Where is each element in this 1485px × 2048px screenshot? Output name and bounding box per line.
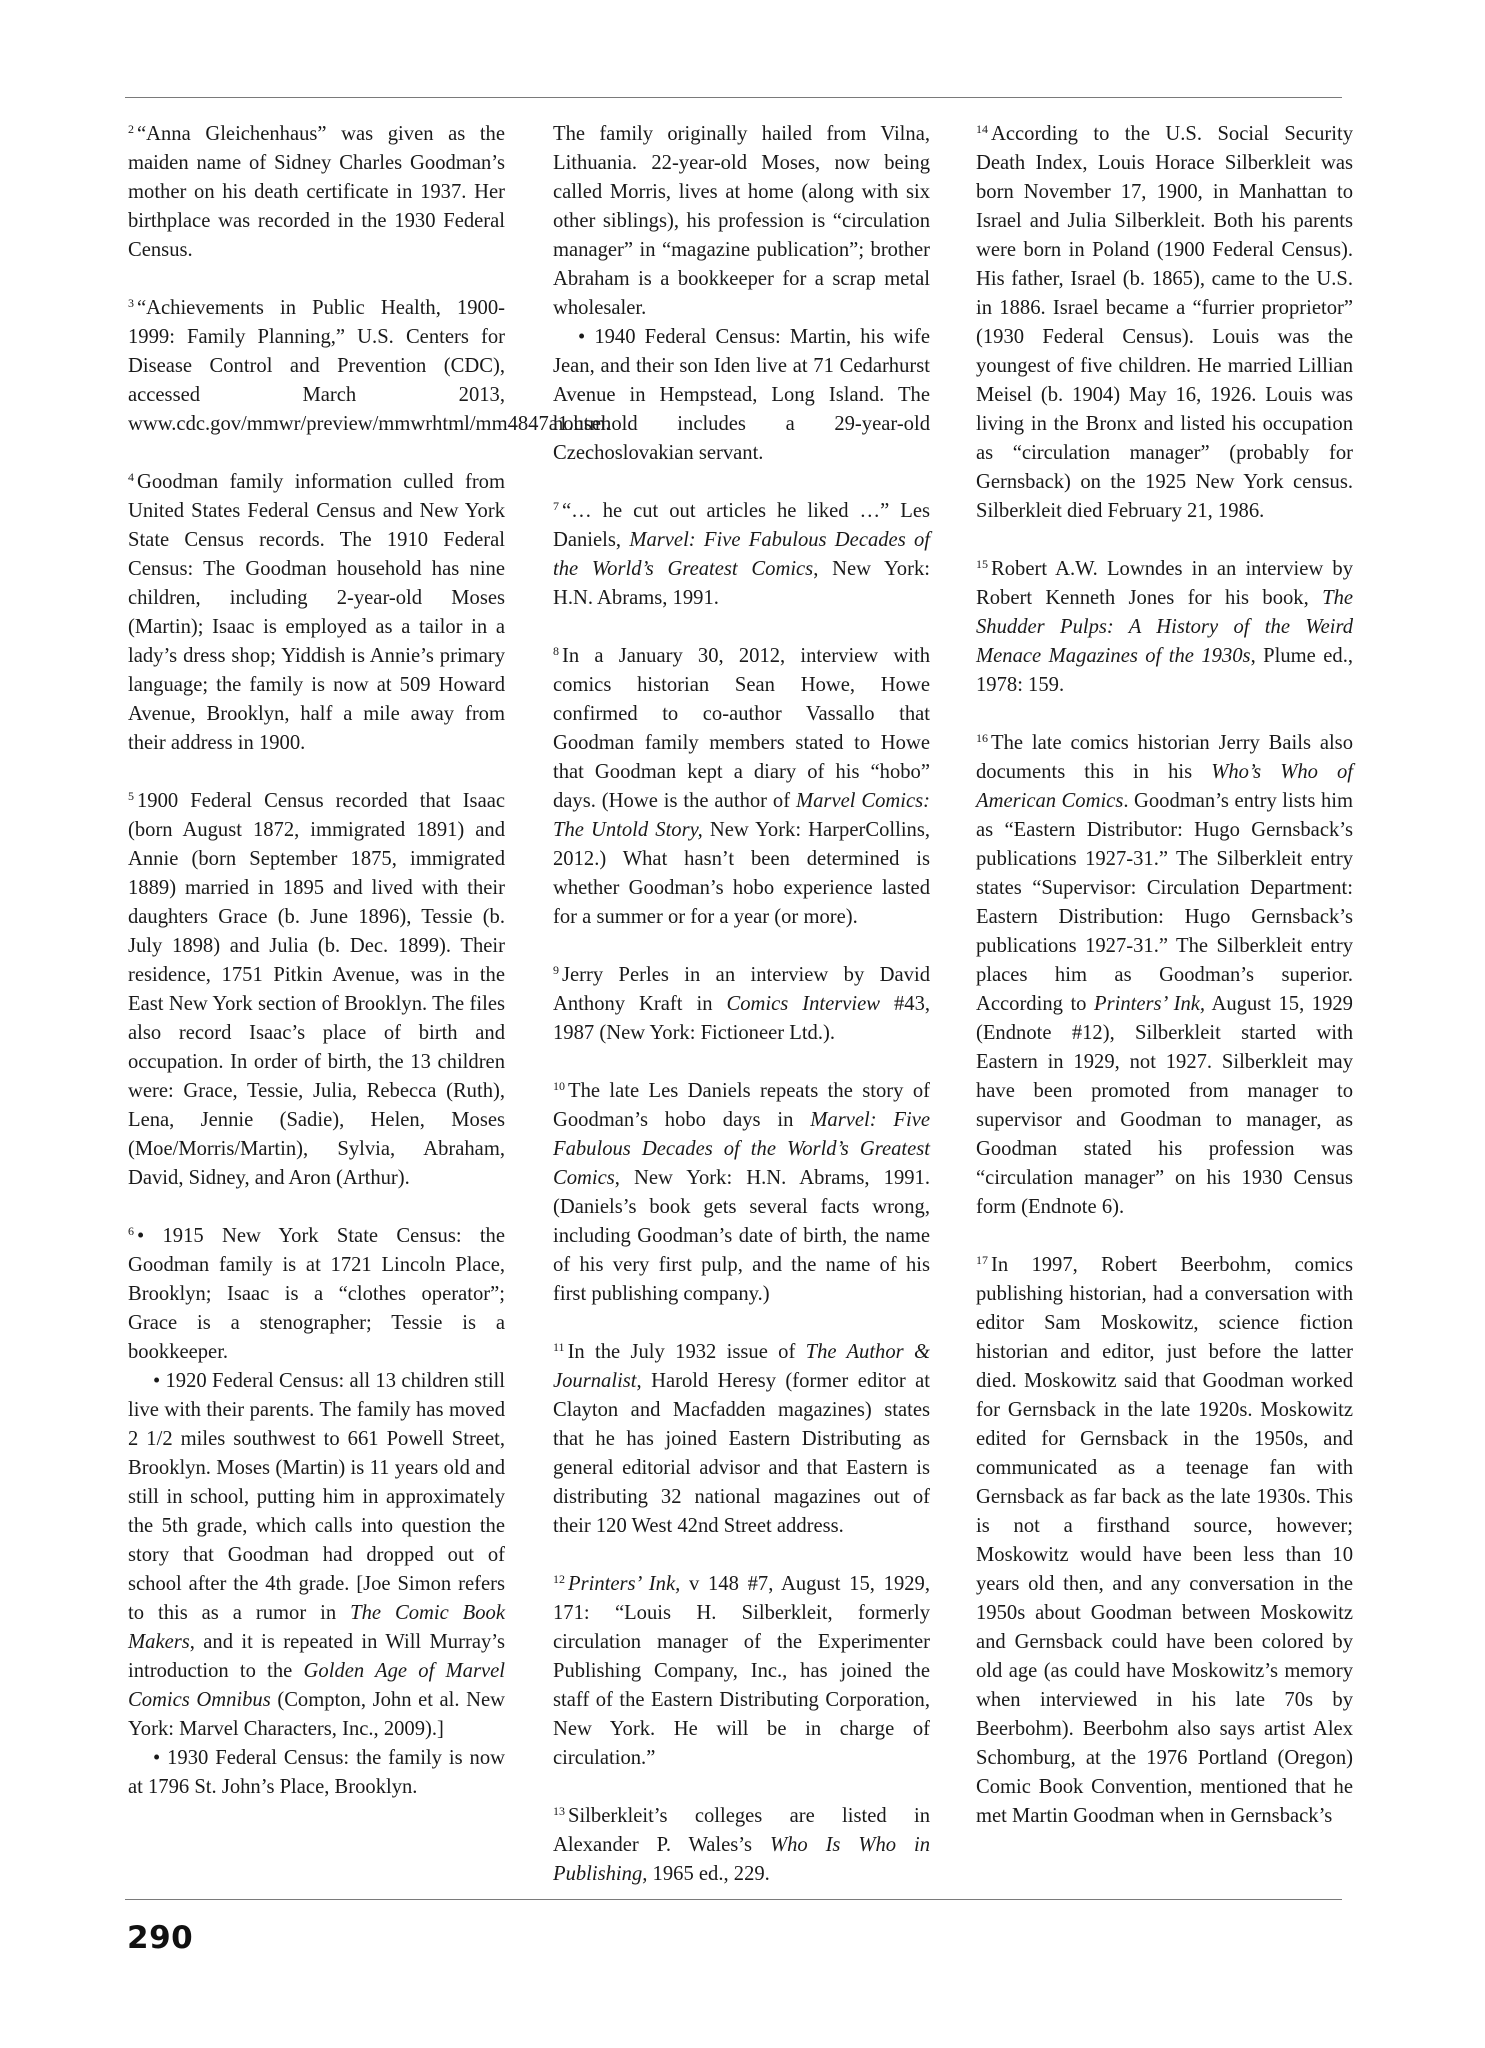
endnote-number: 5 (128, 789, 134, 803)
italic-title: The Author & Journalist (553, 1341, 930, 1392)
endnote-number: 4 (128, 470, 134, 484)
endnote-paragraph (553, 1570, 930, 1773)
endnote-paragraph (976, 1251, 1353, 1831)
text-run: 1900 Federal Census recorded that Isaac (born August 1872, immigrated 1891) and Annie (born September 1875, immigrated 1889) married in 1895 and lived with their daughters Grace (b. June 1896), Tessie (b. July 1898) and Julia (b. Dec. 1899). Their residence, 1751 Pitkin Avenue, was in the East New York section of Brooklyn. The files also record Isaac’s place of birth and occupation. In order of birth, the 13 children were: Grace, Tessie, Julia, Rebecca (Ruth), Lena, Jennie (Sadie), Helen, Moses (Moe/Morris/Martin), Sylvia, Abraham, David, Sidney, and Aron (Arthur). (128, 790, 505, 1189)
text-run: “… he cut out articles he liked …” Les Daniels, (553, 500, 930, 551)
endnote-10 (553, 1077, 930, 1309)
endnote-8 (553, 642, 930, 932)
italic-title: Comics Interview (726, 993, 880, 1015)
endnote-paragraph (553, 1802, 930, 1889)
text-run: New York: HarperCollins, 2012.) What hasn’t been determined is whether Goodman’s hobo experience lasted for a summer or for a year (or more). (553, 819, 930, 928)
text-run: • 1920 Federal Census: all 13 children still live with their parents. The family has moved 2 1/2 miles southwest to 661 Powell Street, Brooklyn. Moses (Martin) is 11 years old and still in school, putting him in approximately the 5th grade, which calls into question the story that Goodman had dropped out of school after the 4th grade. [Joe Simon refers to this as a rumor in (128, 1370, 505, 1624)
italic-title: Marvel: Five Fabulous Decades of the World’s Greatest Comics (553, 1109, 930, 1189)
text-run: . Goodman’s entry lists him as “Eastern Distributor: Hugo Gernsback’s publications 1927-31.” The Silberkleit entry states “Supervisor: Circulation Department: Eastern Distribution: Hugo Gernsback’s publications 1927-31.” The Silberkleit entry places him as Goodman’s superior. According to (976, 790, 1353, 1015)
endnote-number: 16 (976, 731, 988, 745)
endnote-paragraph (553, 1338, 930, 1541)
endnote-number: 14 (976, 122, 988, 136)
endnote-number: 7 (553, 499, 559, 513)
endnote-paragraph (128, 1744, 505, 1802)
endnote-number: 6 (128, 1224, 134, 1238)
italic-title: Golden Age of Marvel Comics Omnibus (128, 1660, 505, 1711)
text-run: The late comics historian Jerry Bails also documents this in his (976, 732, 1353, 783)
endnote-6 (128, 1222, 505, 1802)
endnote-9 (553, 961, 930, 1048)
endnote-number: 13 (553, 1804, 565, 1818)
text-run: , New York: H.N. Abrams, 1991. (553, 558, 930, 609)
endnote-number: 8 (553, 644, 559, 658)
endnote-2 (128, 120, 505, 265)
text-run: v 148 #7, August 15, 1929, 171: “Louis H. Silberkleit, formerly circulation manager of the Experimenter Publishing Company, Inc., has joined the staff of the Eastern Distributing Corporation, New York. He will be in charge of circulation.” (553, 1573, 930, 1769)
endnotes-column-2 (553, 120, 930, 1889)
italic-title: Printers’ Ink, (1094, 993, 1206, 1015)
endnote-4 (128, 468, 505, 758)
text-run: “Achievements in Public Health, 1900-1999: Family Planning,” U.S. Centers for Disease Control and Prevention (CDC), accessed March 2013, www.cdc.gov/mmwr/preview/mmwrhtml/mm4847a1.htm. (128, 297, 611, 435)
endnote-3 (128, 294, 611, 439)
endnote-paragraph (976, 555, 1353, 700)
text-run: , Harold Heresy (former editor at Clayton and Macfadden magazines) states that he has joined Eastern Distributing as general editorial advisor and that Eastern is distributing 32 national magazines out of their 120 West 42nd Street address. (553, 1370, 930, 1537)
italic-title: Printers’ Ink, (568, 1573, 681, 1595)
text-run: Jerry Perles in an interview by David Anthony Kraft in (553, 964, 930, 1015)
endnote-paragraph (128, 1367, 505, 1744)
text-run: Goodman family information culled from United States Federal Census and New York State Census records. The 1910 Federal Census: The Goodman household has nine children, including 2-year-old Moses (Martin); Isaac is employed as a tailor in a lady’s dress shop; Yiddish is Annie’s primary language; the family is now at 509 Howard Avenue, Brooklyn, half a mile away from their address in 1900. (128, 471, 505, 754)
endnote-12 (553, 1570, 930, 1773)
text-run: August 15, 1929 (Endnote #12), Silberkleit started with Eastern in 1929, not 1927. Silberkleit may have been promoted from manager to supervisor and Goodman to manager, as Goodman stated his profession was “circulation manager” on his 1930 Census form (Endnote 6). (976, 993, 1353, 1218)
endnote-number: 15 (976, 557, 988, 571)
text-run: In the July 1932 issue of (567, 1341, 806, 1363)
endnote-paragraph (128, 120, 505, 265)
endnote-continued (553, 120, 930, 468)
endnote-number: 10 (553, 1079, 565, 1093)
endnote-number: 11 (553, 1340, 565, 1354)
italic-title: Marvel: Five Fabulous Decades of the World’s Greatest Comics (553, 529, 930, 580)
endnotes-column-1 (128, 120, 611, 1802)
endnote-17 (976, 1251, 1353, 1831)
bottom-rule (125, 1899, 1342, 1900)
endnote-paragraph (128, 294, 611, 439)
endnote-number: 2 (128, 122, 134, 136)
endnote-paragraph (553, 642, 930, 932)
endnote-number: 12 (553, 1572, 565, 1586)
text-run: “Anna Gleichenhaus” was given as the maiden name of Sidney Charles Goodman’s mother on his death certificate in 1937. Her birthplace was recorded in the 1930 Federal Census. (128, 123, 505, 261)
text-run: • 1930 Federal Census: the family is now at 1796 St. John’s Place, Brooklyn. (128, 1747, 505, 1798)
text-run: #43, 1987 (New York: Fictioneer Ltd.). (553, 993, 931, 1044)
italic-title: The Comic Book Makers (128, 1602, 505, 1653)
text-run: According to the U.S. Social Security Death Index, Louis Horace Silberkleit was born November 17, 1900, in Manhattan to Israel and Julia Silberkleit. Both his parents were born in Poland (1900 Federal Census). His father, Israel (b. 1865), came to the U.S. in 1886. Israel became a “furrier proprietor” (1930 Federal Census). Louis was the youngest of five children. He married Lillian Meisel (b. 1904) May 16, 1926. Louis was living in the Bronx and listed his occupation as “circulation manager” (probably for Gernsback) on the 1925 New York census. Silberkleit died February 21, 1986. (976, 123, 1353, 522)
endnote-15 (976, 555, 1353, 700)
text-run: (Compton, John et al. New York: Marvel Characters, Inc., 2009).] (128, 1689, 505, 1740)
endnote-13 (553, 1802, 930, 1889)
text-run: , New York: H.N. Abrams, 1991. (Daniels’s book gets several facts wrong, including Goodman’s date of birth, the name of his very first pulp, and the name of his first publishing company.) (553, 1167, 930, 1305)
endnote-paragraph (976, 729, 1353, 1222)
text-run: Silberkleit’s colleges are listed in Alexander P. Wales’s (553, 1805, 930, 1856)
endnote-paragraph (553, 1077, 930, 1309)
italic-title: The Shudder Pulps: A History of the Weird Menace Magazines of the 1930s (976, 587, 1353, 667)
text-run: The family originally hailed from Vilna, Lithuania. 22-year-old Moses, now being called Morris, lives at home (along with six other siblings), his profession is “circulation manager” in “magazine publication”; brother Abraham is a bookkeeper for a scrap metal wholesaler. (553, 123, 930, 319)
endnote-paragraph (128, 1222, 505, 1367)
endnote-14 (976, 120, 1353, 526)
endnote-paragraph (976, 120, 1353, 526)
endnote-paragraph (553, 323, 930, 468)
top-rule (125, 97, 1342, 98)
endnote-paragraph (128, 468, 505, 758)
endnote-paragraph (553, 497, 930, 613)
endnote-paragraph (553, 120, 930, 323)
text-run: • 1940 Federal Census: Martin, his wife Jean, and their son Iden live at 71 Cedarhurst Avenue in Hempstead, Long Island. The household includes a 29-year-old Czechoslovakian servant. (553, 326, 930, 464)
text-run: Robert A.W. Lowndes in an interview by Robert Kenneth Jones for his book, (976, 558, 1353, 609)
endnote-11 (553, 1338, 930, 1541)
text-run: 1965 ed., 229. (647, 1863, 770, 1885)
italic-title: Marvel Comics: The Untold Story, (553, 790, 930, 841)
endnote-number: 9 (553, 963, 559, 977)
endnote-number: 3 (128, 296, 134, 310)
italic-title: Who’s Who of American Comics (976, 761, 1353, 812)
endnotes-column-3 (976, 120, 1353, 1831)
endnote-paragraph (128, 787, 505, 1193)
text-run: In a January 30, 2012, interview with comics historian Sean Howe, Howe confirmed to co-author Vassallo that Goodman family members stated to Howe that Goodman kept a diary of his “hobo” days. (Howe is the author of (553, 645, 930, 812)
text-run: , Plume ed., 1978: 159. (976, 645, 1353, 696)
endnote-paragraph (553, 961, 930, 1048)
text-run: The late Les Daniels repeats the story of Goodman’s hobo days in (553, 1080, 930, 1131)
endnote-7 (553, 497, 930, 613)
text-run: , and it is repeated in Will Murray’s introduction to the (128, 1631, 505, 1682)
text-run: In 1997, Robert Beerbohm, comics publishing historian, had a conversation with editor Sam Moskowitz, science fiction historian and editor, just before the latter died. Moskowitz said that Goodman worked for Gernsback in the late 1920s. Moskowitz edited for Gernsback in the 1950s, and communicated as a teenage fan with Gernsback as far back as the late 1930s. This is not a firsthand source, however; Moskowitz would have been less than 10 years old then, and any conversation in the 1950s about Goodman between Moskowitz and Gernsback could have been colored by old age (as could have Moskowitz’s memory when interviewed in his late 70s by Beerbohm). Beerbohm also says artist Alex Schomburg, at the 1976 Portland (Oregon) Comic Book Convention, mentioned that he met Martin Goodman when in Gernsback’s (976, 1254, 1353, 1827)
endnote-number: 17 (976, 1253, 988, 1267)
page-number: 290 (127, 1920, 194, 1956)
endnote-16 (976, 729, 1353, 1222)
endnote-5 (128, 787, 505, 1193)
text-run: • 1915 New York State Census: the Goodman family is at 1721 Lincoln Place, Brooklyn; Isaac is a “clothes operator”; Grace is a stenographer; Tessie is a bookkeeper. (128, 1225, 505, 1363)
italic-title: Who Is Who in Publishing, (553, 1834, 930, 1885)
